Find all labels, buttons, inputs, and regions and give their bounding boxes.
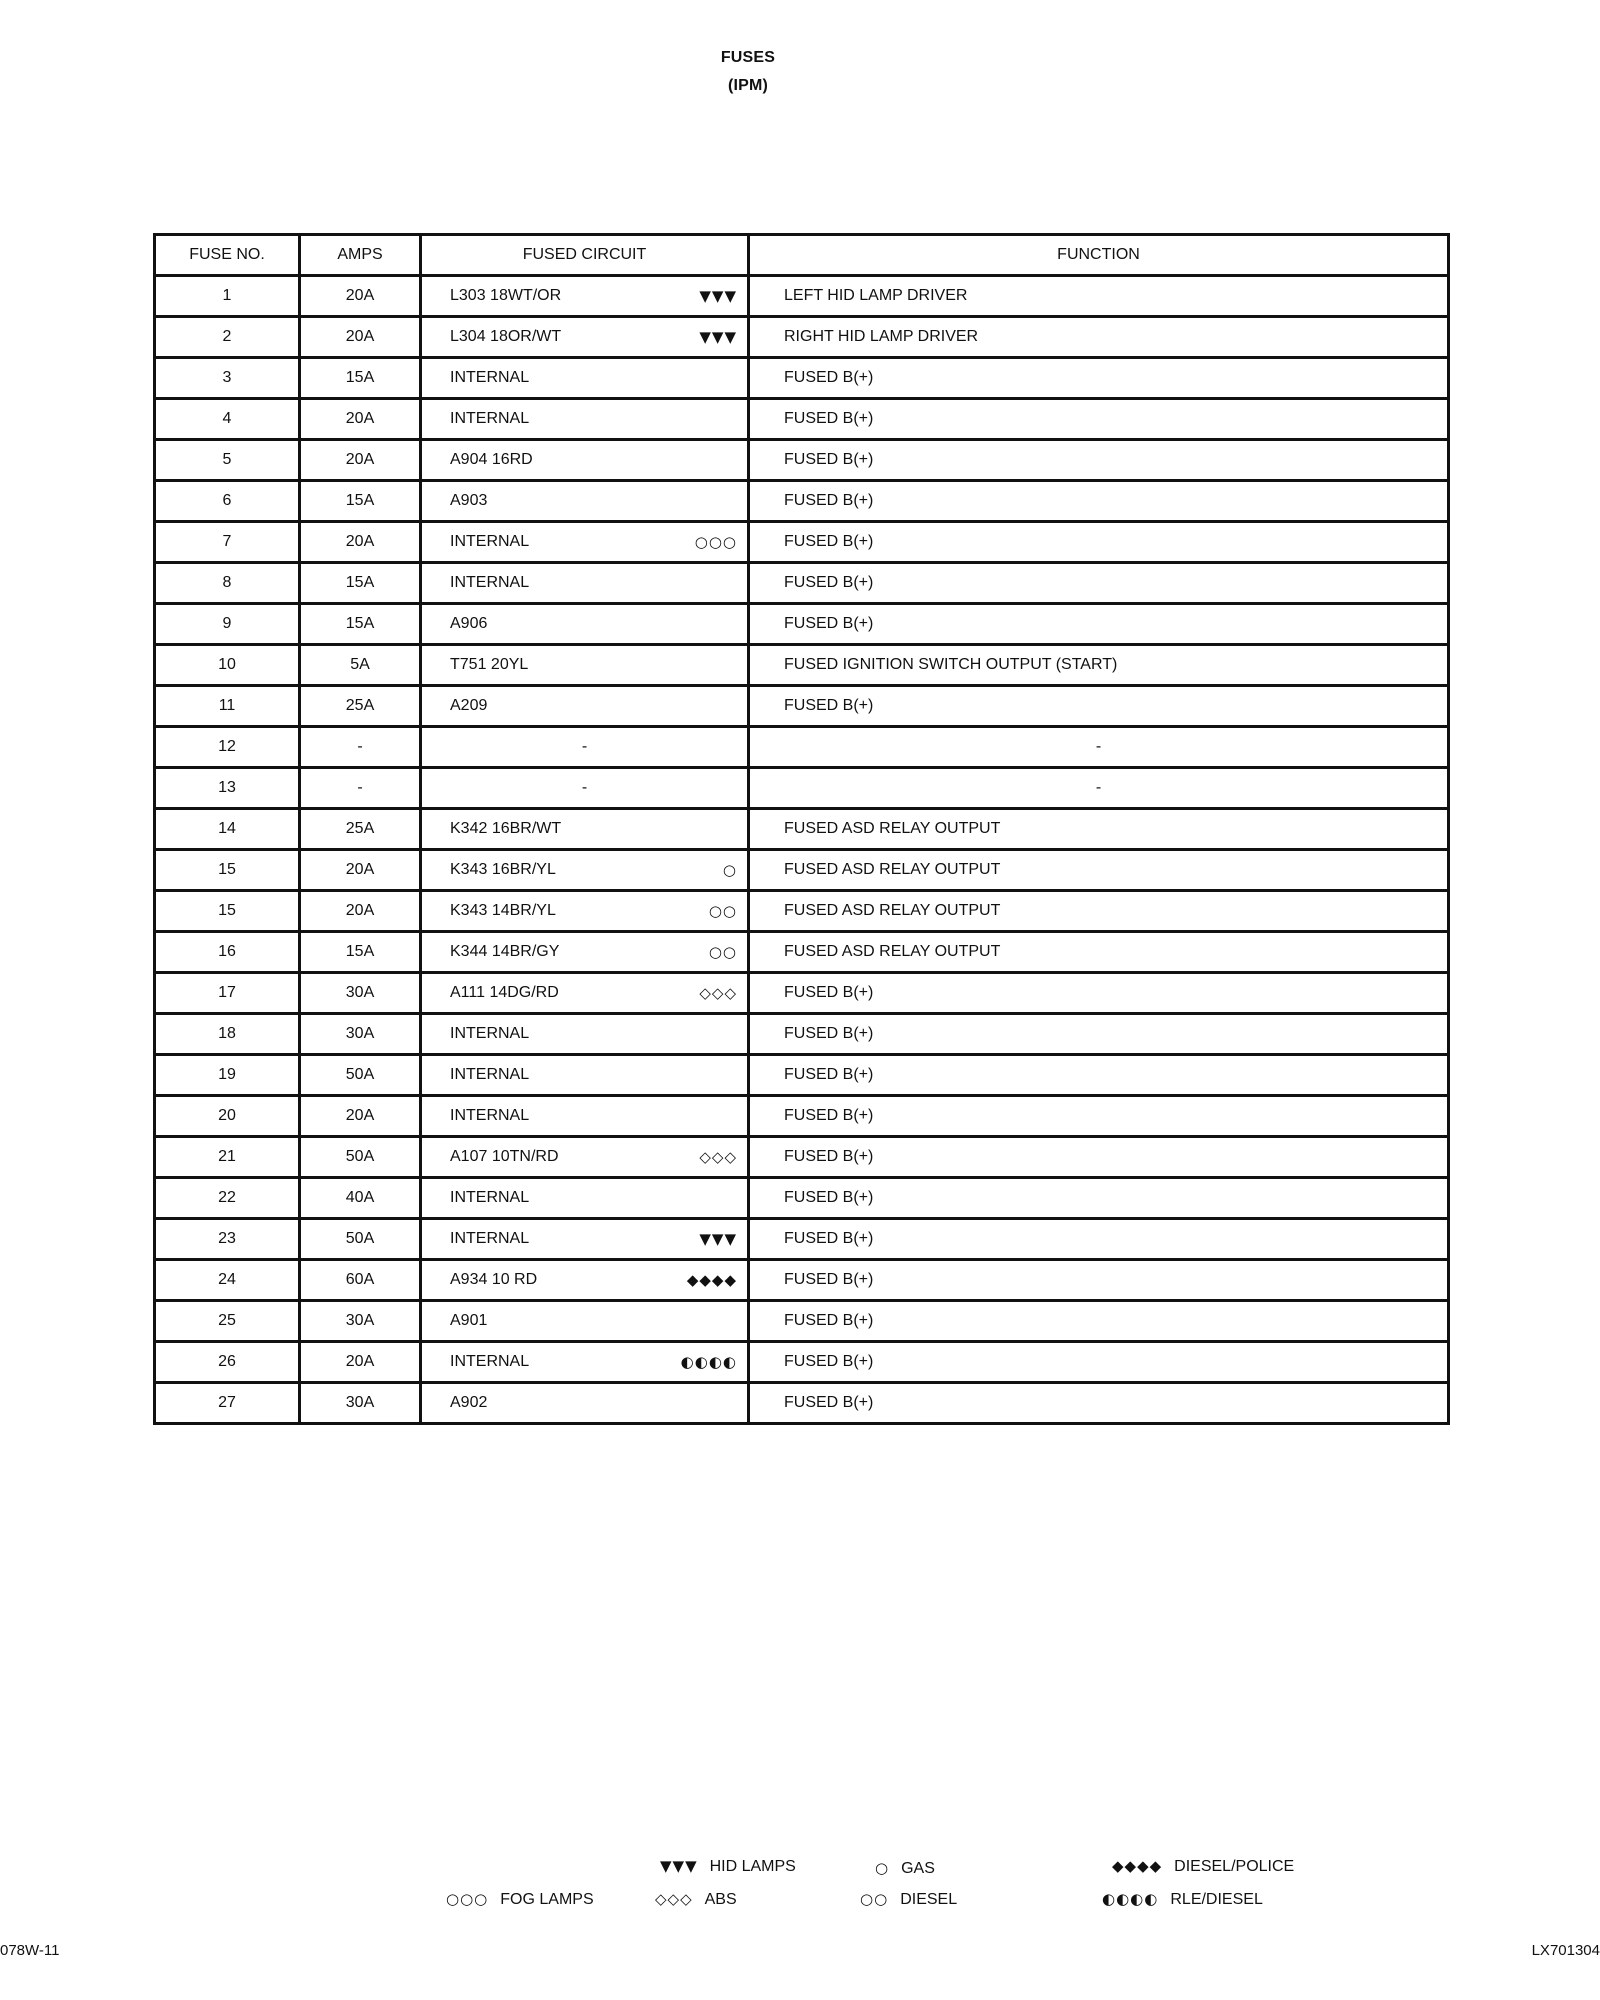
fuse-function: FUSED IGNITION SWITCH OUTPUT (START): [749, 645, 1449, 686]
fused-circuit-wrap: [450, 287, 747, 305]
fuse-function: LEFT HID LAMP DRIVER: [749, 276, 1449, 317]
fused-circuit-cell: [421, 645, 749, 686]
table-row: [155, 522, 1449, 563]
table-row: [155, 1301, 1449, 1342]
fuse-amps: 15A: [300, 358, 421, 399]
fused-circuit-wrap: [450, 1025, 747, 1043]
fuse-function: FUSED B(+): [749, 1178, 1449, 1219]
fused-circuit-wrap: [450, 1148, 747, 1166]
fused-circuit: K344 14BR/GY: [450, 943, 560, 960]
fuse-function: FUSED B(+): [749, 522, 1449, 563]
legend-item: [1102, 1890, 1263, 1909]
fuse-amps: 30A: [300, 1014, 421, 1055]
fused-circuit-cell: [421, 1219, 749, 1260]
fuse-number: 20: [155, 1096, 300, 1137]
fuse-number: 11: [155, 686, 300, 727]
legend-symbol-icon: ○: [875, 1859, 890, 1877]
fused-circuit: -: [581, 779, 588, 796]
table-row: [155, 1178, 1449, 1219]
fuse-number: 19: [155, 1055, 300, 1096]
fuse-amps: 40A: [300, 1178, 421, 1219]
fused-circuit: A903: [450, 492, 488, 509]
fuse-amps: 50A: [300, 1137, 421, 1178]
circuit-option-symbol-icon: ○○: [708, 943, 737, 961]
fuse-amps: 15A: [300, 563, 421, 604]
fuse-number: 10: [155, 645, 300, 686]
fused-circuit-wrap: [450, 984, 747, 1002]
fuse-function: FUSED ASD RELAY OUTPUT: [749, 850, 1449, 891]
fused-circuit-cell: [421, 686, 749, 727]
fused-circuit-cell: [421, 973, 749, 1014]
fused-circuit-wrap: [450, 451, 747, 469]
fuse-number: 13: [155, 768, 300, 809]
fused-circuit-wrap: [450, 1230, 747, 1248]
circuit-option-symbol-icon: ▼▼▼: [699, 1230, 737, 1248]
fused-circuit-wrap: [450, 1312, 747, 1330]
fuse-amps: 5A: [300, 645, 421, 686]
fuse-function: FUSED B(+): [749, 1383, 1449, 1424]
fused-circuit-cell: [421, 1014, 749, 1055]
fused-circuit-cell: [421, 850, 749, 891]
fuse-number: 2: [155, 317, 300, 358]
table-row: [155, 850, 1449, 891]
fused-circuit-wrap: [422, 779, 747, 797]
fused-circuit: L304 18OR/WT: [450, 328, 562, 345]
circuit-option-symbol-icon: ◇◇◇: [699, 984, 737, 1002]
legend-label: HID LAMPS: [709, 1858, 796, 1875]
circuit-option-symbol-icon: ○: [722, 861, 737, 879]
fuse-function: FUSED B(+): [749, 604, 1449, 645]
fused-circuit: T751 20YL: [450, 656, 529, 673]
legend-label: RLE/DIESEL: [1170, 1891, 1263, 1908]
fused-circuit: K343 14BR/YL: [450, 902, 556, 919]
table-row: [155, 1383, 1449, 1424]
fused-circuit-cell: [421, 1260, 749, 1301]
legend-item: [655, 1890, 737, 1909]
table-row: [155, 1260, 1449, 1301]
fuse-number: 5: [155, 440, 300, 481]
fused-circuit-cell: [421, 932, 749, 973]
fused-circuit-wrap: [450, 820, 747, 838]
fused-circuit-cell: [421, 768, 749, 809]
fused-circuit: A901: [450, 1312, 488, 1329]
fused-circuit-wrap: [450, 1066, 747, 1084]
fuse-amps: 30A: [300, 1301, 421, 1342]
fuse-amps: 30A: [300, 1383, 421, 1424]
fuse-function: FUSED ASD RELAY OUTPUT: [749, 809, 1449, 850]
legend-symbol-icon: ◆◆◆◆: [1112, 1857, 1163, 1875]
fuse-function: FUSED B(+): [749, 1219, 1449, 1260]
table-row: [155, 809, 1449, 850]
fuse-amps: 20A: [300, 399, 421, 440]
fused-circuit: K343 16BR/YL: [450, 861, 556, 878]
fused-circuit: INTERNAL: [450, 533, 530, 550]
legend-label: GAS: [901, 1860, 935, 1877]
table-row: [155, 1342, 1449, 1383]
fuse-number: 7: [155, 522, 300, 563]
legend-symbol-icon: ○○: [860, 1890, 889, 1908]
fuse-number: 8: [155, 563, 300, 604]
fuse-function: FUSED B(+): [749, 1055, 1449, 1096]
header-amps: AMPS: [300, 235, 421, 276]
table-row: [155, 686, 1449, 727]
fuse-function: FUSED B(+): [749, 1137, 1449, 1178]
fuse-number: 23: [155, 1219, 300, 1260]
fused-circuit: INTERNAL: [450, 574, 530, 591]
fused-circuit: INTERNAL: [450, 1353, 530, 1370]
fuse-function: FUSED ASD RELAY OUTPUT: [749, 891, 1449, 932]
fuse-amps: 50A: [300, 1055, 421, 1096]
fused-circuit: A111 14DG/RD: [450, 984, 559, 1001]
table-row: [155, 768, 1449, 809]
legend-label: ABS: [704, 1891, 737, 1908]
legend-label: DIESEL/POLICE: [1174, 1858, 1295, 1875]
fused-circuit-cell: [421, 358, 749, 399]
fuse-function: FUSED B(+): [749, 1096, 1449, 1137]
fused-circuit-cell: [421, 1383, 749, 1424]
fuse-number: 27: [155, 1383, 300, 1424]
fused-circuit-wrap: [450, 1271, 747, 1289]
fused-circuit-cell: [421, 317, 749, 358]
legend-item: [1112, 1857, 1294, 1876]
fuse-number: 18: [155, 1014, 300, 1055]
fuse-function: FUSED B(+): [749, 686, 1449, 727]
fuse-amps: 20A: [300, 1096, 421, 1137]
fuse-amps: 20A: [300, 317, 421, 358]
fused-circuit-cell: [421, 522, 749, 563]
fuse-amps: 25A: [300, 809, 421, 850]
circuit-option-symbol-icon: ◐◐◐◐: [680, 1353, 737, 1371]
fused-circuit-cell: [421, 1178, 749, 1219]
fused-circuit-cell: [421, 481, 749, 522]
fused-circuit-cell: [421, 1096, 749, 1137]
legend-item: [660, 1857, 796, 1876]
fused-circuit: -: [581, 738, 588, 755]
fuse-function: FUSED B(+): [749, 1342, 1449, 1383]
fuse-number: 22: [155, 1178, 300, 1219]
legend-item: [875, 1859, 935, 1878]
fused-circuit-wrap: [450, 1189, 747, 1207]
fused-circuit: A906: [450, 615, 488, 632]
fuse-function: -: [749, 727, 1449, 768]
table-row: [155, 891, 1449, 932]
fuse-function: -: [749, 768, 1449, 809]
fuse-amps: 20A: [300, 891, 421, 932]
fused-circuit: INTERNAL: [450, 1066, 530, 1083]
page-title: FUSES: [720, 49, 776, 66]
circuit-option-symbol-icon: ◆◆◆◆: [686, 1271, 737, 1289]
fused-circuit-wrap: [450, 1394, 747, 1412]
fused-circuit-cell: [421, 727, 749, 768]
table-row: [155, 481, 1449, 522]
fuse-number: 25: [155, 1301, 300, 1342]
table-row: [155, 1219, 1449, 1260]
fuse-amps: -: [300, 727, 421, 768]
table-row: [155, 317, 1449, 358]
fuse-function: FUSED B(+): [749, 440, 1449, 481]
fuse-amps: 60A: [300, 1260, 421, 1301]
fuse-amps: 15A: [300, 932, 421, 973]
fused-circuit-wrap: [450, 656, 747, 674]
fuse-function: FUSED B(+): [749, 973, 1449, 1014]
fused-circuit-wrap: [450, 410, 747, 428]
legend-symbol-icon: ▼▼▼: [660, 1857, 698, 1875]
fused-circuit-wrap: [450, 328, 747, 346]
circuit-option-symbol-icon: ▼▼▼: [699, 287, 737, 305]
table-row: [155, 645, 1449, 686]
fuse-number: 17: [155, 973, 300, 1014]
fused-circuit: INTERNAL: [450, 1107, 530, 1124]
fuse-amps: 20A: [300, 440, 421, 481]
fused-circuit-cell: [421, 891, 749, 932]
table-row: [155, 1014, 1449, 1055]
table-header-row: [155, 235, 1449, 276]
fuse-amps: 30A: [300, 973, 421, 1014]
fused-circuit: INTERNAL: [450, 1025, 530, 1042]
table-row: [155, 973, 1449, 1014]
fused-circuit: L303 18WT/OR: [450, 287, 562, 304]
table-row: [155, 932, 1449, 973]
fused-circuit-wrap: [450, 902, 747, 920]
fused-circuit-cell: [421, 440, 749, 481]
fused-circuit-cell: [421, 1342, 749, 1383]
header-fuse-no: FUSE NO.: [155, 235, 300, 276]
fuse-amps: 50A: [300, 1219, 421, 1260]
fused-circuit: INTERNAL: [450, 410, 530, 427]
fused-circuit-wrap: [450, 574, 747, 592]
fused-circuit-cell: [421, 1301, 749, 1342]
fuse-function: RIGHT HID LAMP DRIVER: [749, 317, 1449, 358]
fused-circuit: A904 16RD: [450, 451, 533, 468]
fuse-number: 1: [155, 276, 300, 317]
legend-label: DIESEL: [900, 1891, 958, 1908]
legend-symbol-icon: ◇◇◇: [655, 1890, 693, 1908]
table-row: [155, 399, 1449, 440]
fused-circuit-wrap: [450, 697, 747, 715]
page-subtitle: (IPM): [727, 77, 769, 94]
fused-circuit-wrap: [450, 615, 747, 633]
fuse-amps: -: [300, 768, 421, 809]
fused-circuit-cell: [421, 563, 749, 604]
table-row: [155, 563, 1449, 604]
legend-symbol-icon: ○○○: [446, 1890, 489, 1908]
table-row: [155, 440, 1449, 481]
circuit-option-symbol-icon: ◇◇◇: [699, 1148, 737, 1166]
legend-symbol-icon: ◐◐◐◐: [1102, 1890, 1159, 1908]
fused-circuit-wrap: [422, 738, 747, 756]
fused-circuit: A107 10TN/RD: [450, 1148, 559, 1165]
fuse-number: 3: [155, 358, 300, 399]
fused-circuit-wrap: [450, 1353, 747, 1371]
fused-circuit-wrap: [450, 861, 747, 879]
table-row: [155, 1096, 1449, 1137]
fused-circuit: K342 16BR/WT: [450, 820, 562, 837]
header-fused-circuit: FUSED CIRCUIT: [421, 235, 749, 276]
fuse-number: 14: [155, 809, 300, 850]
fused-circuit-wrap: [450, 1107, 747, 1125]
table-row: [155, 604, 1449, 645]
table-row: [155, 1137, 1449, 1178]
fused-circuit-cell: [421, 399, 749, 440]
fuse-number: 21: [155, 1137, 300, 1178]
header-function: FUNCTION: [749, 235, 1449, 276]
circuit-option-symbol-icon: ○○○: [694, 533, 737, 551]
fused-circuit: INTERNAL: [450, 1189, 530, 1206]
fuse-function: FUSED B(+): [749, 481, 1449, 522]
fuse-number: 26: [155, 1342, 300, 1383]
fuse-amps: 15A: [300, 481, 421, 522]
footer-left-code: 078W-11: [0, 1942, 60, 1959]
table-row: [155, 1055, 1449, 1096]
fuse-amps: 25A: [300, 686, 421, 727]
circuit-option-symbol-icon: ○○: [708, 902, 737, 920]
fuse-amps: 20A: [300, 1342, 421, 1383]
fused-circuit: INTERNAL: [450, 369, 530, 386]
fused-circuit-cell: [421, 276, 749, 317]
fuse-function: FUSED ASD RELAY OUTPUT: [749, 932, 1449, 973]
fused-circuit-cell: [421, 809, 749, 850]
fuse-function: FUSED B(+): [749, 1014, 1449, 1055]
table-row: [155, 727, 1449, 768]
fuse-amps: 20A: [300, 850, 421, 891]
fuse-amps: 20A: [300, 522, 421, 563]
fused-circuit-wrap: [450, 492, 747, 510]
fuse-table-body: [155, 276, 1449, 1424]
fuse-function: FUSED B(+): [749, 358, 1449, 399]
fused-circuit: INTERNAL: [450, 1230, 530, 1247]
fuse-number: 6: [155, 481, 300, 522]
fuse-number: 4: [155, 399, 300, 440]
fuse-amps: 20A: [300, 276, 421, 317]
fuse-number: 24: [155, 1260, 300, 1301]
fused-circuit-wrap: [450, 533, 747, 551]
fused-circuit-wrap: [450, 943, 747, 961]
fused-circuit: A209: [450, 697, 488, 714]
fuse-amps: 15A: [300, 604, 421, 645]
fused-circuit: A934 10 RD: [450, 1271, 538, 1288]
table-row: [155, 276, 1449, 317]
fuse-function: FUSED B(+): [749, 399, 1449, 440]
table-row: [155, 358, 1449, 399]
legend-label: FOG LAMPS: [500, 1891, 594, 1908]
circuit-option-symbol-icon: ▼▼▼: [699, 328, 737, 346]
fuse-number: 12: [155, 727, 300, 768]
fused-circuit-cell: [421, 604, 749, 645]
fused-circuit-wrap: [450, 369, 747, 387]
footer-right-code: LX701304: [1531, 1942, 1600, 1959]
legend-item: [446, 1890, 594, 1909]
fuse-table: [153, 233, 1450, 1425]
fuse-function: FUSED B(+): [749, 1260, 1449, 1301]
fuse-number: 15: [155, 850, 300, 891]
fuse-number: 15: [155, 891, 300, 932]
fuse-function: FUSED B(+): [749, 563, 1449, 604]
fuse-function: FUSED B(+): [749, 1301, 1449, 1342]
fuse-number: 9: [155, 604, 300, 645]
fuse-number: 16: [155, 932, 300, 973]
fused-circuit-cell: [421, 1137, 749, 1178]
fused-circuit-cell: [421, 1055, 749, 1096]
fused-circuit: A902: [450, 1394, 488, 1411]
legend-item: [860, 1890, 957, 1909]
